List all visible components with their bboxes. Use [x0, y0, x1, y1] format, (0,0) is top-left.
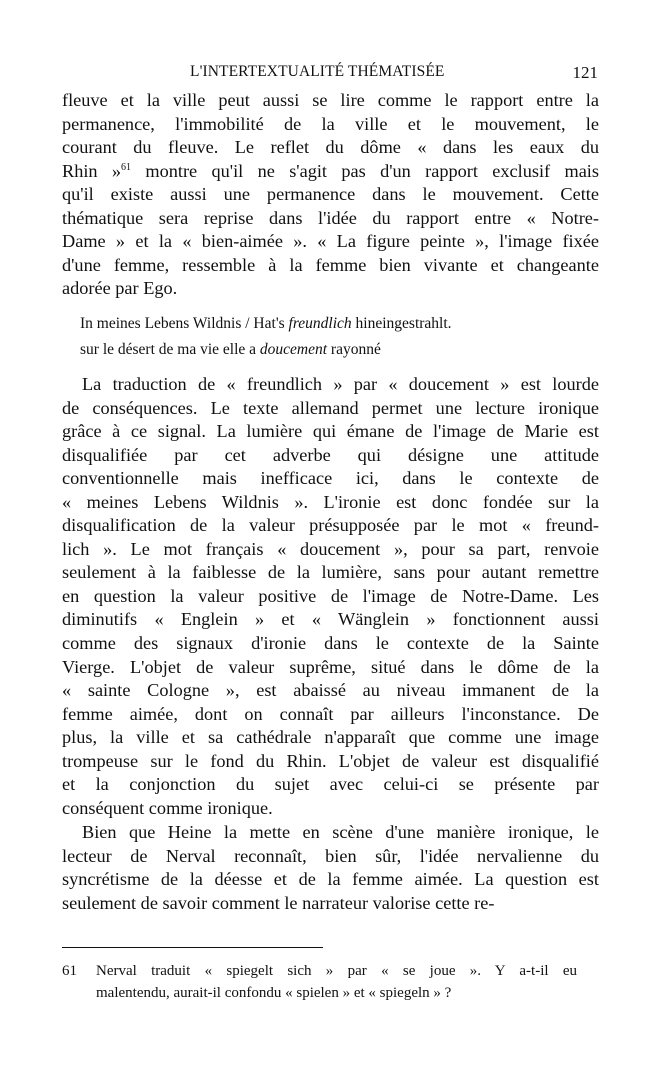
text-line: « sainte Cologne », est abaissé au niveau immanent de la	[62, 680, 599, 701]
text-line: d'une femme, ressemble à la femme bien vivante et changeante	[62, 254, 599, 275]
text-line: comme des signaux d'ironie dans le contexte de la Sainte	[62, 633, 599, 654]
text-line: conventionnelle mais inefficace ici, dans le contexte de	[62, 468, 599, 489]
text-line: lecteur de Nerval reconnaît, bien sûr, l'idée nervalienne du	[62, 845, 599, 866]
text-line: Bien que Heine la mette en scène d'une manière ironique, le	[82, 822, 599, 842]
quote-french: sur le désert de ma vie elle a doucement rayonné	[80, 341, 381, 358]
footnote-ref[interactable]: 61	[121, 161, 132, 173]
text-line: de conséquences. Le texte allemand permet une lecture ironique	[62, 397, 599, 418]
text-line: diminutifs « Englein » et « Wänglein » fonctionnent aussi	[62, 609, 599, 630]
text-line: plus, la ville et sa cathédrale n'apparaît que comme une image	[62, 727, 599, 748]
footnote-line: Nerval traduit « spiegelt sich » par « se joue ». Y a-t-il eu	[96, 963, 577, 979]
text-line: disqualification de la valeur présupposée par le mot « freund-	[62, 515, 599, 536]
text-line: permanence, l'immobilité de la ville et le mouvement, le	[62, 113, 599, 134]
text-line: syncrétisme de la déesse et de la femme aimée. La question est	[62, 869, 599, 890]
text-line: adorée par Ego.	[62, 278, 178, 299]
text-line: qu'il existe aussi une permanence dans le mouvement. Cette	[62, 184, 599, 205]
footnote-line: malentendu, aurait-il confondu « spielen » et « spiegeln » ?	[96, 985, 452, 1001]
text-line: thématique sera reprise dans l'idée du rapport entre « Notre-	[62, 207, 599, 228]
text-line: conséquent comme ironique.	[62, 797, 273, 818]
text-line: grâce à ce signal. La lumière qui émane de l'image de Marie est	[62, 421, 599, 442]
paragraph-3	[62, 821, 599, 915]
text-line: seulement de savoir comment le narrateur valorise cette re-	[62, 892, 495, 913]
text-line: Dame » et la « bien-aimée ». « La figure peinte », l'image fixée	[62, 231, 599, 252]
text-line: en question la valeur positive de l'image de Notre-Dame. Les	[62, 585, 599, 606]
page-number: 121	[572, 63, 598, 82]
running-head: L'INTERTEXTUALITÉ THÉMATISÉE	[190, 63, 445, 80]
text-line: fleuve et la ville peut aussi se lire comme le rapport entre la	[62, 90, 599, 110]
text-line: « meines Lebens Wildnis ». L'ironie est donc fondée sur la	[62, 491, 599, 512]
text-line: et la conjonction du sujet avec celui-ci se présente par	[62, 774, 599, 795]
text-line: seulement à la faiblesse de la lumière, sans pour autant remettre	[62, 562, 599, 583]
text-line: femme aimée, dont on connaît par ailleurs l'inconstance. De	[62, 703, 599, 724]
paragraph-2	[62, 373, 599, 820]
quote-german: In meines Lebens Wildnis / Hat's freundlich hineingestrahlt.	[80, 315, 452, 332]
footnote-divider	[62, 947, 323, 948]
footnote-number: 61	[62, 963, 77, 979]
text-line: courant du fleuve. Le reflet du dôme « dans les eaux du	[62, 137, 599, 158]
text-line: trompeuse sur le fond du Rhin. L'objet de valeur est disqualifié	[62, 750, 599, 771]
text-line: Rhin »$^{61}$ montre qu'il ne s'agit pas d'un rapport exclusif mais	[62, 160, 600, 181]
paragraph-1	[62, 89, 599, 301]
text-line: La traduction de « freundlich » par « doucement » est lourde	[82, 374, 599, 394]
footnote	[62, 960, 577, 1004]
text-line: Vierge. L'objet de valeur suprême, situé dans le dôme de la	[62, 656, 599, 677]
text-line: disqualifiée par cet adverbe qui désigne une attitude	[62, 444, 599, 465]
text-line: lich ». Le mot français « doucement », pour sa part, renvoie	[62, 538, 599, 559]
